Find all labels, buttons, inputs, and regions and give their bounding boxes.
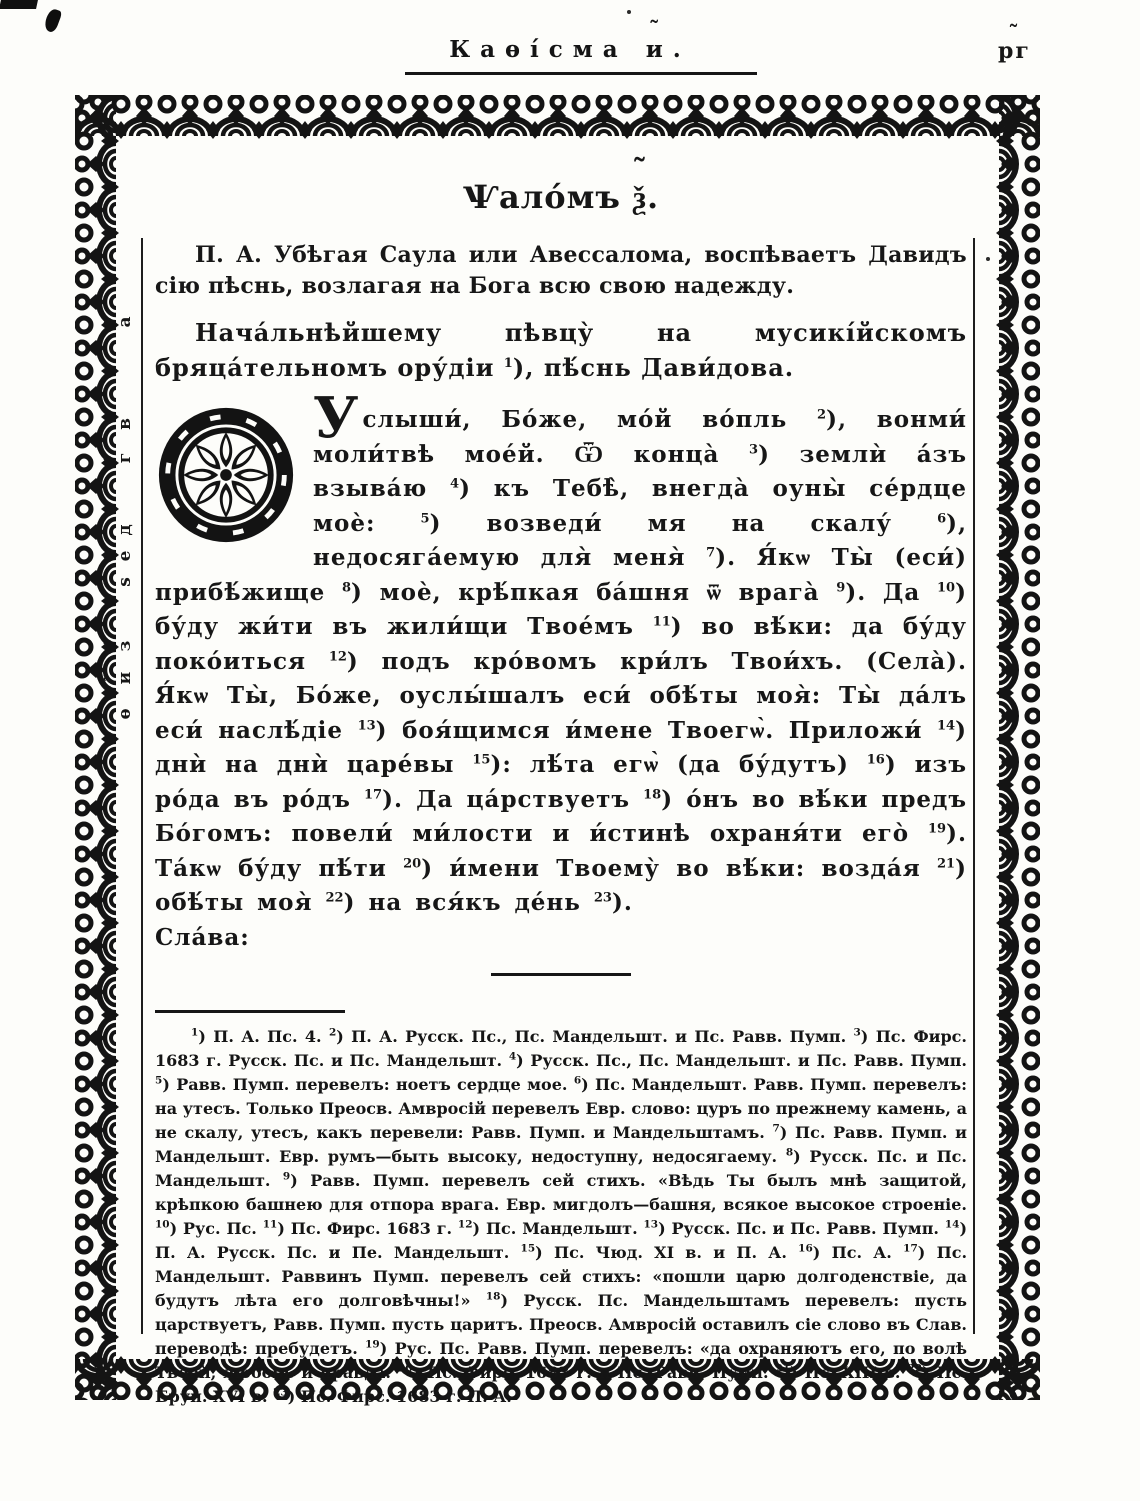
rosette-ornament: [155, 405, 297, 545]
footnote-number: 4: [508, 1050, 517, 1063]
footnote-separator-rule: [155, 1010, 345, 1013]
footnote-number: 5: [155, 1074, 163, 1087]
lace-border-right: [996, 95, 1040, 1400]
footnote-ref: 16: [866, 752, 885, 768]
section-divider-rule: [491, 973, 631, 976]
ink-mark: [0, 0, 38, 9]
footnote-number: 6: [573, 1074, 582, 1087]
footnote-ref: 4: [450, 476, 460, 492]
margin-verse-number: з ˜: [115, 635, 135, 657]
lace-border-top: [75, 95, 1040, 139]
footnote-number: 2: [328, 1026, 337, 1039]
psalm-title-word: Ѱало́мъ: [462, 178, 621, 216]
footnote-ref: 1: [503, 356, 513, 371]
footnote-number: 10: [155, 1218, 170, 1231]
footnotes-text: $^1$) П. А. Пс. 4. $^2$) П. А. Русск. Пс., Пс. Мандельшт. и Пс. Равв. Пумп. $^3$) Пс. Фирс. 1683 г. Русск. Пс. и Пс. Мандельшт. $^4$) Русск. Пс., Пс. Мандельшт. и Пс. Равв. Пумп. $^5$) Равв. Пумп. перевелъ: ноетъ сердце мое. $^6$) Пс. Мандельшт. Равв. Пумп. перевелъ: на утесъ. Только Преосв. Амвросій перевелъ Евр. слово: цуръ по прежнему камень, а не скалу, утесъ, какъ перевели: Равв. Пумп. и Мандельштамъ. $^7$) Пс. Равв. Пумп. и Мандельшт. Евр. румъ—быть высоку, недоступну, недосягаему. $^8$) Русск. Пс. и Пс. Мандельшт. $^9$) Равв. Пумп. перевелъ сей стихъ. «Вѣдь Ты былъ мнѣ защитой, крѣпкою башнею для отпора врага. Евр. мигдолъ—башня, всякое высокое строеніе. $^{10}$) Рус. Пс. $^{11}$) Пс. Фирс. 1683 г. $^{12}$) Пс. Мандельшт. $^{13}$) Русск. Пс. и Пс. Равв. Пумп. $^{14}$) П. А. Русск. Пс. и Пе. Мандельшт. $^{15}$) Пс. Чюд. XI в. и П. А. $^{16}$) Пс. А. $^{17}$) Пс. Мандельшт. Раввинъ Пумп. перевелъ сей стихъ: «пошли царю долгоденствіе, да будутъ лѣта его долговѣчны!» $^{18}$) Русск. Пс. Мандельштамъ перевелъ: пусть царствуетъ, Равв. Пумп. пусть царитъ. Преосв. Амвросій оставилъ сіе слово въ Слав. переводѣ: пребудетъ. $^{19}$) Рус. Пс. Равв. Пумп. перевелъ: «да охраняютъ его, по волѣ Твоей, любовь и правда. $^{20}$) Пс. Фирс. 1683 г. и Пс. Равв. Пумп. $^{21}$) Пс. XIII в. $^{22}$) Пс. Брун. XVI в. $^{23}$) Пс. Фирс. 1683 г. П. А.: [155, 1026, 968, 1406]
footnote-ref: 21: [937, 855, 956, 871]
psalm-title-dot: .: [646, 178, 660, 216]
footnote-number: 11: [262, 1218, 278, 1231]
margin-verse-number: ѳ ˜: [115, 703, 135, 725]
footnote-number: 18: [485, 1290, 501, 1303]
footnotes-block: [155, 1025, 967, 1409]
footnote-number: 3: [853, 1026, 861, 1039]
footnote-number: 21: [775, 1362, 791, 1375]
footnote-number: 7: [772, 1122, 780, 1135]
footnote-ref: 14: [937, 717, 956, 733]
inner-rule-right: [973, 238, 975, 1334]
footnote-ref: 20: [403, 855, 422, 871]
footnote-ref: 17: [364, 786, 383, 802]
psalm-inscription-text: Нача́льнѣйшему пѣвцу̀ на мусикі́йскомъ бряца́тельномъ ору́діи $^1$), пѣ́снь Дави́дова.: [155, 318, 967, 382]
footnote-number: 20: [397, 1362, 413, 1375]
footnote-number: 22: [907, 1362, 923, 1375]
psalm-text: слыши́, Бо́же, мо́й во́пль $^2$), вонми́ моли́твѣ мое́й. Ѿ конца̀ $^3$) землѝ а́зъ взыва́ю $^4$) къ Тебѣ̀, внегда̀ оуны̀ се́рдце моѐ: $^5$) возведи́ мя на скалу́ $^6$), недосяга́емую для̀ меня̀ $^7$). Я́кѡ Ты̀ (еси́) прибѣ́жище $^8$) моѐ, крѣ́пкая ба́шня ѿ врага̀ $^9$). Да $^{10}$) бу́ду жи́ти въ жили́щи Твое́мъ $^{11}$) во вѣ́ки: да бу́ду поко́иться $^{12}$) подъ кро́вомъ кри́лъ Твои́хъ. (Села̀). Я́кѡ Ты̀, Бо́же, оуслы́шалъ еси́ обѣ́ты моя̀: Ты̀ да́лъ еси́ наслѣ́діе $^{13}$) боя́щимся и́мене Твоегѡ̀. Приложи́ $^{14}$) днѝ на днѝ царе́вы $^{15}$): лѣ́та егѡ̀ (да бу́дутъ) $^{16}$) изъ ро́да въ ро́дъ $^{17}$). Да ца́рствуетъ $^{18}$) о́нъ во вѣ́ки предъ Бо́гомъ: повели́ ми́лости и и́стинѣ охраня́ти его̀ $^{19}$). Та́кѡ бу́ду пѣ́ти $^{20}$) и́мени Твоему̀ во вѣ́ки: возда́я $^{21}$) обѣ́ты моя̀ $^{22}$) на вся́къ де́нь $^{23}$).: [155, 406, 968, 916]
running-title-rule: [405, 72, 757, 75]
page-number: рг ˜: [998, 38, 1031, 64]
inner-rule-left: [141, 238, 143, 1334]
margin-verse-number: д ˜: [115, 519, 135, 541]
lace-border-left: [75, 95, 119, 1400]
text-column: [155, 178, 967, 1409]
footnote-number: 1: [191, 1026, 199, 1039]
footnote-ref: 7: [706, 545, 716, 561]
footnote-ref: 9: [836, 579, 846, 595]
slava-line: Сла́ва:: [155, 923, 250, 951]
footnote-number: 17: [903, 1242, 918, 1255]
footnote-ref: 18: [643, 786, 662, 802]
footnote-ref: 11: [652, 614, 671, 630]
psalm-inscription: [155, 315, 967, 385]
footnote-number: 13: [643, 1218, 659, 1231]
margin-verse-number: е ˜: [115, 545, 135, 567]
footnote-ref: 3: [749, 441, 759, 457]
margin-verse-number: ѕ ˜: [115, 571, 135, 593]
footnote-ref: 10: [937, 579, 956, 595]
ink-speck: [986, 257, 990, 261]
footnote-number: 14: [944, 1218, 960, 1231]
margin-verse-number: г ˜: [115, 447, 135, 469]
margin-verse-number: а ˜: [115, 311, 135, 333]
footnote-ref: 19: [928, 821, 947, 837]
footnote-number: 15: [520, 1242, 536, 1255]
footnote-ref: 8: [342, 579, 352, 595]
running-title-dot: .: [672, 36, 691, 63]
margin-verse-number: и ˜: [115, 667, 135, 689]
footnote-number: 12: [457, 1218, 473, 1231]
footnote-ref: 13: [357, 717, 376, 733]
footnote-ref: 22: [325, 890, 344, 906]
footnote-ref: 15: [472, 752, 491, 768]
footnote-ref: 5: [420, 510, 430, 526]
footnote-ref: 23: [593, 890, 612, 906]
running-title: [0, 36, 1140, 63]
footnote-number: 23: [273, 1386, 288, 1399]
kathisma-label: Каѳі́сма: [449, 36, 628, 63]
drop-cap-initial: У: [313, 385, 360, 451]
footnote-number: 8: [785, 1146, 794, 1159]
psalm-number: ѯ ˜: [633, 178, 647, 216]
psalm-body: [155, 385, 968, 955]
footnote-number: 9: [282, 1170, 291, 1183]
kathisma-number: и ˜: [646, 36, 673, 63]
psalm-summary: П. А. Убѣгая Саула или Авессалома, воспѣваетъ Давидъ сію пѣснь, возлагая на Бога всю свою надежду.: [155, 242, 967, 299]
footnote-ref: 12: [328, 648, 347, 664]
footnote-ref: 6: [937, 510, 947, 526]
psalm-title: [155, 178, 967, 216]
footnote-number: 16: [798, 1242, 813, 1255]
ink-spot: [42, 7, 62, 33]
footnote-number: 19: [365, 1338, 380, 1351]
margin-verse-number: в ˜: [115, 413, 135, 435]
ink-speck: [627, 10, 631, 14]
footnote-ref: 2: [817, 407, 827, 423]
